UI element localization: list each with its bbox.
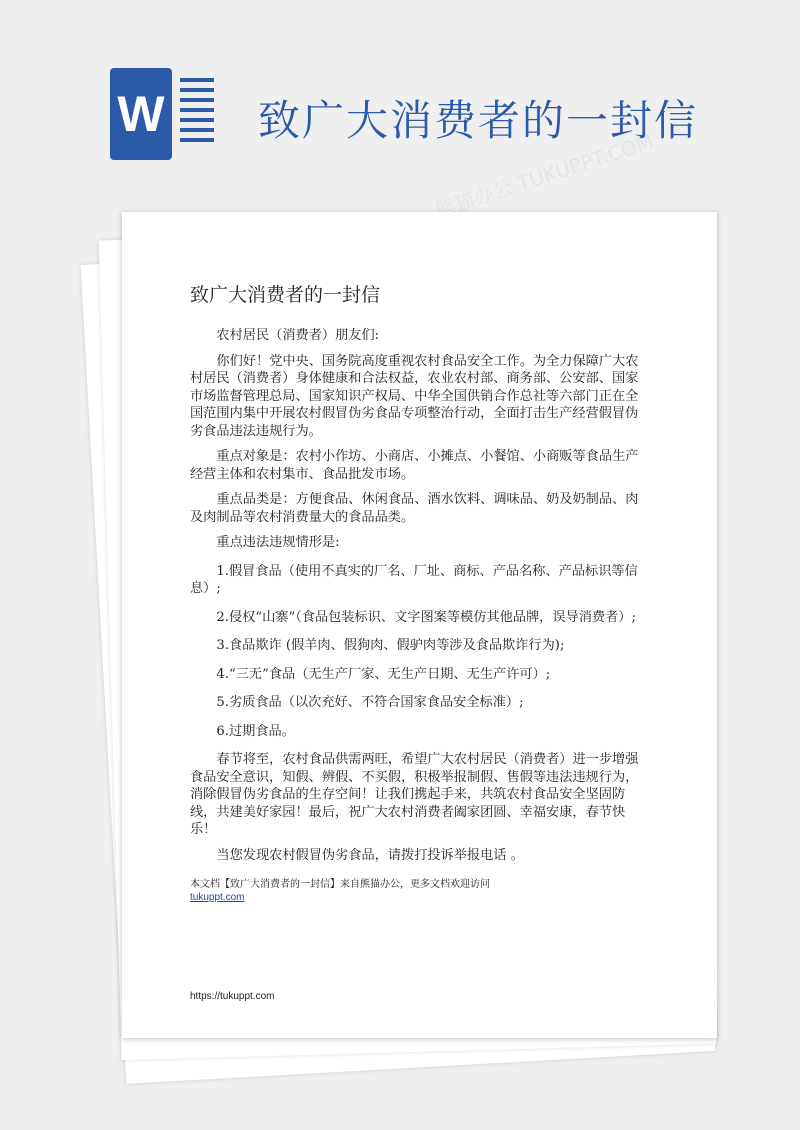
paragraph: 重点品类是：方便食品、休闲食品、酒水饮料、调味品、奶及奶制品、肉及肉制品等农村消费量大的食品品类。	[190, 492, 639, 525]
list-item: 2.侵权“山寨”（食品包装标识、文字图案等模仿其他品牌，误导消费者）;	[216, 609, 636, 625]
banner-header	[0, 0, 800, 200]
document-lines-icon	[180, 78, 214, 148]
paragraph: 你们好！党中央、国务院高度重视农村食品安全工作。为全力保障广大农村居民（消费者）身体健康和合法权益，农业农村部、商务部、公安部、国家市场监督管理总局、国家知识产权局、中华全国供销合作总社等六部门正在全国范围内集中开展农村假冒伪劣食品专项整治行动，全面打击生产经营假冒伪劣食品违法违规行为。	[190, 353, 639, 439]
paragraph: 重点对象是：农村小作坊、小商店、小摊点、小餐馆、小商贩等食品生产经营主体和农村集市、食品批发市场。	[190, 449, 639, 482]
list-item: 4.“三无”食品（无生产厂家、无生产日期、无生产许可）;	[216, 666, 551, 682]
page-footer-url[interactable]: https://tukuppt.com	[190, 991, 275, 1002]
word-logo-letter: W	[110, 68, 172, 160]
document-body	[190, 280, 642, 904]
document-title: 致广大消费者的一封信	[190, 284, 381, 306]
list-item: 3.食品欺诈 (假羊肉、假狗肉、假驴肉等涉及食品欺诈行为);	[216, 638, 565, 653]
banner-title: 致广大消费者的一封信	[258, 96, 699, 145]
source-note-text: 本文档【致广大消费者的一封信】来自熊猫办公，更多文档欢迎访问	[190, 879, 490, 890]
source-link[interactable]: tukuppt.com	[190, 892, 245, 903]
hotline-paragraph: 当您发现农村假冒伪劣食品，请拨打投诉举报电话 。	[216, 847, 524, 863]
source-note	[190, 878, 642, 904]
closing-paragraph: 春节将至，农村食品供需两旺，希望广大农村居民（消费者）进一步增强食品安全意识，知假、辨假、不买假，积极举报制假、售假等违法违规行为，消除假冒伪劣食品的生存空间！让我们携起手来，共筑农村食品安全坚固防线，共建美好家园！最后，祝广大农村消费者阖家团圆、幸福安康，春节快乐！	[190, 752, 639, 837]
word-document-icon	[110, 68, 214, 160]
list-item: 6.过期食品。	[216, 723, 295, 739]
list-item: 5.劣质食品（以次充好、不符合国家食品安全标准）;	[216, 695, 524, 710]
greeting: 农村居民（消费者）朋友们:	[216, 328, 380, 343]
document-page	[122, 212, 717, 1038]
list-item: 1.假冒食品（使用不真实的厂名、厂址、商标、产品名称、产品标识等信息）;	[190, 563, 638, 596]
paragraph: 重点违法违规情形是:	[216, 535, 340, 550]
watermark-text: 熊猫办公 TUKUPPT.COM	[432, 129, 657, 223]
